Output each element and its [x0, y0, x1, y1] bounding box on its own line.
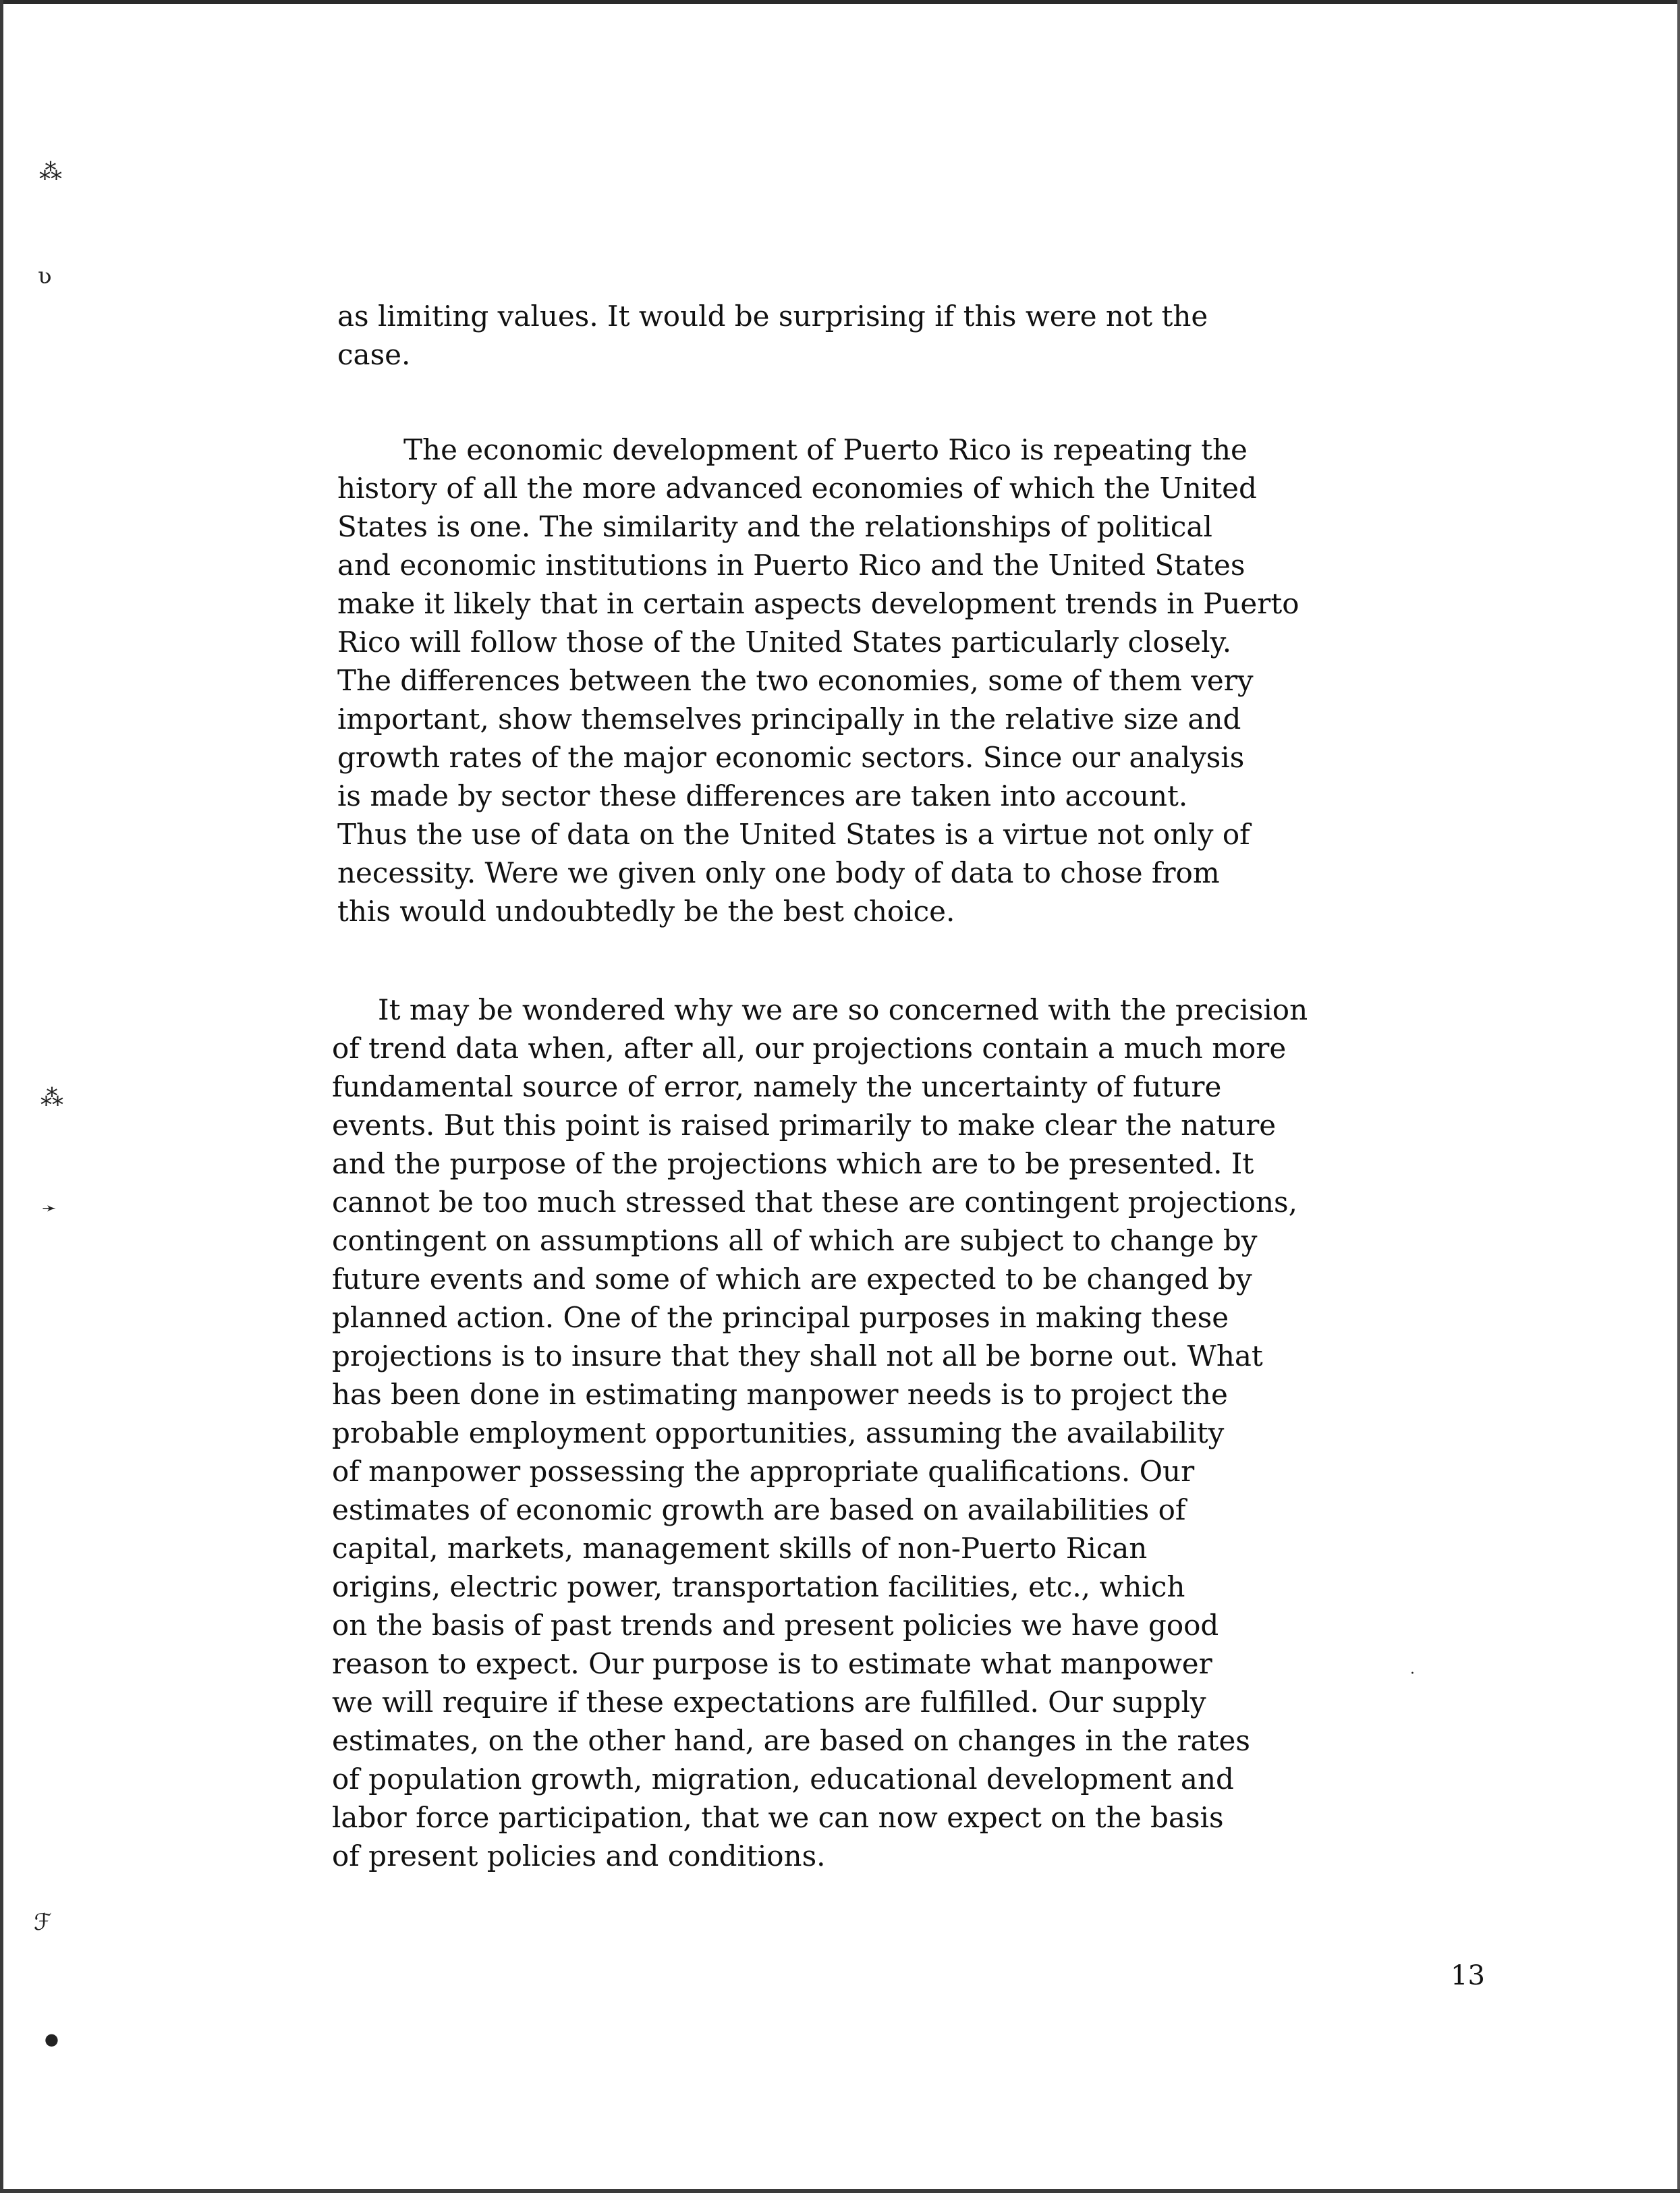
paragraph-line: capital, markets, management skills of non-Puerto Rican [332, 1532, 1148, 1565]
scan-speck-icon: ʋ [38, 262, 52, 289]
paragraph-line: It may be wondered why we are so concerned with the precision [378, 993, 1308, 1026]
paragraph-line: Thus the use of data on the United States is a virtue not only of [337, 818, 1250, 851]
paragraph-line: and the purpose of the projections which are to be presented. It [332, 1147, 1254, 1180]
paragraph-line: future events and some of which are expected to be changed by [332, 1262, 1252, 1296]
paragraph-line: reason to expect. Our purpose is to estimate what manpower [332, 1647, 1212, 1680]
paragraph-line: of population growth, migration, educational development and [332, 1762, 1234, 1796]
scan-edge-left [0, 0, 3, 2193]
scan-speck-icon: ⁂ [39, 159, 62, 186]
paragraph-2 [337, 431, 1498, 931]
paragraph-line: The economic development of Puerto Rico is repeating the [403, 433, 1248, 466]
paragraph-line: this would undoubtedly be the best choice. [337, 895, 955, 928]
paragraph-line: estimates, on the other hand, are based on changes in the rates [332, 1724, 1250, 1757]
paragraph-line: of present policies and conditions. [332, 1839, 826, 1872]
scan-speck-icon: ⁂ [40, 1084, 63, 1111]
paragraph-line: estimates of economic growth are based on availabilities of [332, 1493, 1186, 1526]
paragraph-line: planned action. One of the principal purposes in making these [332, 1301, 1229, 1334]
paragraph-line: has been done in estimating manpower needs is to project the [332, 1378, 1228, 1411]
paragraph-line: contingent on assumptions all of which are subject to change by [332, 1224, 1258, 1257]
scan-speck-icon: ● [45, 2030, 59, 2049]
paragraph-line: origins, electric power, transportation facilities, etc., which [332, 1570, 1185, 1603]
paragraph-line: The differences between the two economies, some of them very [337, 664, 1254, 697]
scan-edge-bottom [0, 2189, 1680, 2193]
paragraph-line: of trend data when, after all, our projections contain a much more [332, 1032, 1287, 1065]
paragraph-line: on the basis of past trends and present policies we have good [332, 1609, 1219, 1642]
scan-speck-icon: ℱ [34, 1909, 52, 1936]
paragraph-line: important, show themselves principally in the relative size and [337, 702, 1241, 735]
paragraph-line: make it likely that in certain aspects development trends in Puerto [337, 587, 1299, 620]
scan-edge-right [1677, 0, 1680, 2193]
paragraph-line: cannot be too much stressed that these are contingent projections, [332, 1186, 1297, 1219]
paragraph-line: and economic institutions in Puerto Rico and the United States [337, 549, 1245, 582]
paragraph-line: probable employment opportunities, assuming the availability [332, 1416, 1225, 1449]
scan-speck-icon: · [1410, 1665, 1415, 1682]
paragraph-line: is made by sector these differences are taken into account. [337, 779, 1188, 812]
paragraph-line: projections is to insure that they shall not all be borne out. What [332, 1339, 1263, 1372]
paragraph-line: as limiting values. It would be surprising if this were not the [337, 300, 1208, 333]
paragraph-line: States is one. The similarity and the relationships of political [337, 510, 1212, 543]
scan-speck-icon: ➛ [42, 1198, 57, 1219]
paragraph-line: of manpower possessing the appropriate qualifications. Our [332, 1455, 1195, 1488]
paragraph-line: case. [337, 338, 411, 371]
paragraph-line: events. But this point is raised primarily to make clear the nature [332, 1109, 1277, 1142]
paragraph-line: growth rates of the major economic sectors. Since our analysis [337, 741, 1245, 774]
paragraph-line: labor force participation, that we can now expect on the basis [332, 1801, 1224, 1834]
paragraph-line: Rico will follow those of the United States particularly closely. [337, 626, 1232, 659]
paragraph-3 [332, 991, 1492, 1875]
paragraph-line: necessity. Were we given only one body of data to chose from [337, 856, 1220, 889]
scan-edge-top [0, 0, 1680, 4]
paragraph-1 [337, 297, 1498, 374]
paragraph-line: fundamental source of error, namely the uncertainty of future [332, 1070, 1222, 1103]
page-number: 13 [1451, 1960, 1485, 1991]
paragraph-line: history of all the more advanced economies of which the United [337, 472, 1257, 505]
paragraph-line: we will require if these expectations are fulfilled. Our supply [332, 1686, 1206, 1719]
